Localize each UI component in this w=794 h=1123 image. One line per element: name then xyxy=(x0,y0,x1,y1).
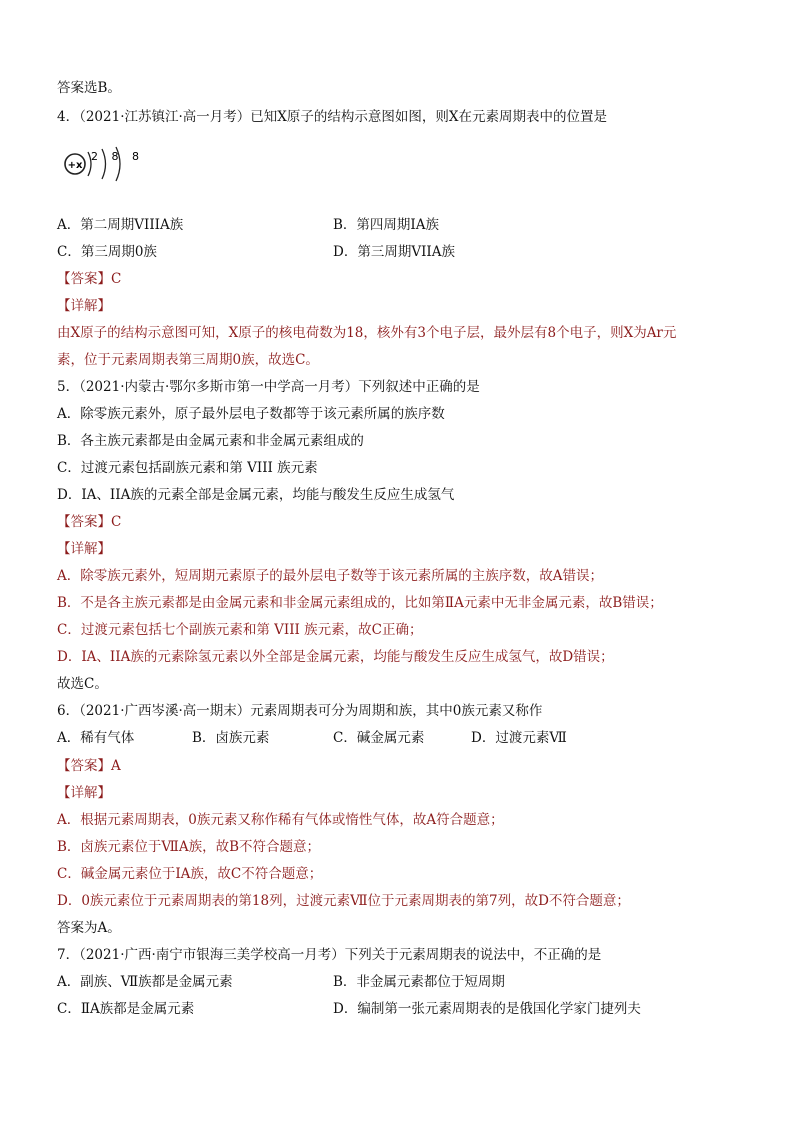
q6-explain-4: D．0族元素位于元素周期表的第18列，过渡元素Ⅶ位于元素周期表的第7列，故D不符合题意； xyxy=(57,893,630,909)
q5-option-b: B．各主族元素都是由金属元素和非金属元素组成的 xyxy=(57,433,364,449)
q4-explain-1: 由X原子的结构示意图可知，X原子的核电荷数为18，核外有3个电子层，最外层有8个电子，则X为Ar元 xyxy=(57,325,677,341)
q5-explain-4: D．ⅠA、IIA族的元素除氢元素以外全部是金属元素，均能与酸发生反应生成氢气，故D错误； xyxy=(57,649,614,665)
q5-option-d: D．ⅠA、IIA族的元素全部是金属元素，均能与酸发生反应生成氢气 xyxy=(57,487,455,503)
q6-explain-3: C．碱金属元素位于IA族，故C不符合题意； xyxy=(57,866,323,882)
q5-conclusion: 故选C。 xyxy=(57,676,108,692)
q4-option-a: A．第二周期VIIIA族 xyxy=(57,217,184,233)
q7-option-c: C．ⅡA族都是金属元素 xyxy=(57,1001,195,1017)
q6-explain-tag: 【详解】 xyxy=(57,785,111,801)
q5-explain-3: C．过渡元素包括七个副族元素和第 VIII 族元素，故C正确； xyxy=(57,622,423,638)
question-6: 6．（2021·广西岑溪·高一期末）元素周期表可分为周期和族，其中0族元素又称作 xyxy=(57,703,543,719)
q6-explain-2: B．卤族元素位于ⅦA族，故B不符合题意； xyxy=(57,839,321,855)
q5-answer: 【答案】C xyxy=(57,514,122,530)
atom-nucleus-label: +x xyxy=(67,160,83,171)
q4-explain-2: 素，位于元素周期表第三周期0族，故选C。 xyxy=(57,352,319,368)
q6-option-d: D．过渡元素Ⅶ xyxy=(471,730,567,746)
atom-shells-label: 2 8 8 xyxy=(91,150,144,163)
q4-explain-tag: 【详解】 xyxy=(57,298,111,314)
q6-option-b: B．卤族元素 xyxy=(192,730,270,746)
q5-explain-2: B．不是各主族元素都是由金属元素和非金属元素组成的，比如第ⅡA元素中无非金属元素，故B错误； xyxy=(57,595,663,611)
answer-line: 答案选B。 xyxy=(57,80,121,96)
q4-option-d: D．第三周期VIIA族 xyxy=(333,244,455,260)
question-7: 7．（2021·广西·南宁市银海三美学校高一月考）下列关于元素周期表的说法中，不正确的是 xyxy=(57,947,602,963)
q6-explain-1: A．根据元素周期表，0族元素又称作稀有气体或惰性气体，故A符合题意； xyxy=(57,812,504,828)
q6-conclusion: 答案为A。 xyxy=(57,920,121,936)
q7-option-a: A．副族、Ⅶ族都是金属元素 xyxy=(57,974,233,990)
q6-option-a: A．稀有气体 xyxy=(57,730,135,746)
question-5: 5．（2021·内蒙古·鄂尔多斯市第一中学高一月考）下列叙述中正确的是 xyxy=(57,379,480,395)
q4-option-b: B．第四周期IA族 xyxy=(333,217,440,233)
q6-option-c: C．碱金属元素 xyxy=(333,730,425,746)
q7-option-d: D．编制第一张元素周期表的是俄国化学家门捷列夫 xyxy=(333,1001,641,1017)
q5-explain-1: A．除零族元素外，短周期元素原子的最外层电子数等于该元素所属的主族序数，故A错误； xyxy=(57,568,603,584)
q5-option-a: A．除零族元素外，原子最外层电子数都等于该元素所属的族序数 xyxy=(57,406,445,422)
q5-explain-tag: 【详解】 xyxy=(57,541,111,557)
question-4: 4．（2021·江苏镇江·高一月考）已知X原子的结构示意图如图，则X在元素周期表中的位置是 xyxy=(57,109,607,125)
q5-option-c: C．过渡元素包括副族元素和第 VIII 族元素 xyxy=(57,460,318,476)
q4-option-c: C．第三周期0族 xyxy=(57,244,157,260)
q7-option-b: B．非金属元素都位于短周期 xyxy=(333,974,505,990)
q6-answer: 【答案】A xyxy=(57,758,121,774)
q4-answer: 【答案】C xyxy=(57,271,122,287)
atom-structure-diagram xyxy=(58,142,144,186)
